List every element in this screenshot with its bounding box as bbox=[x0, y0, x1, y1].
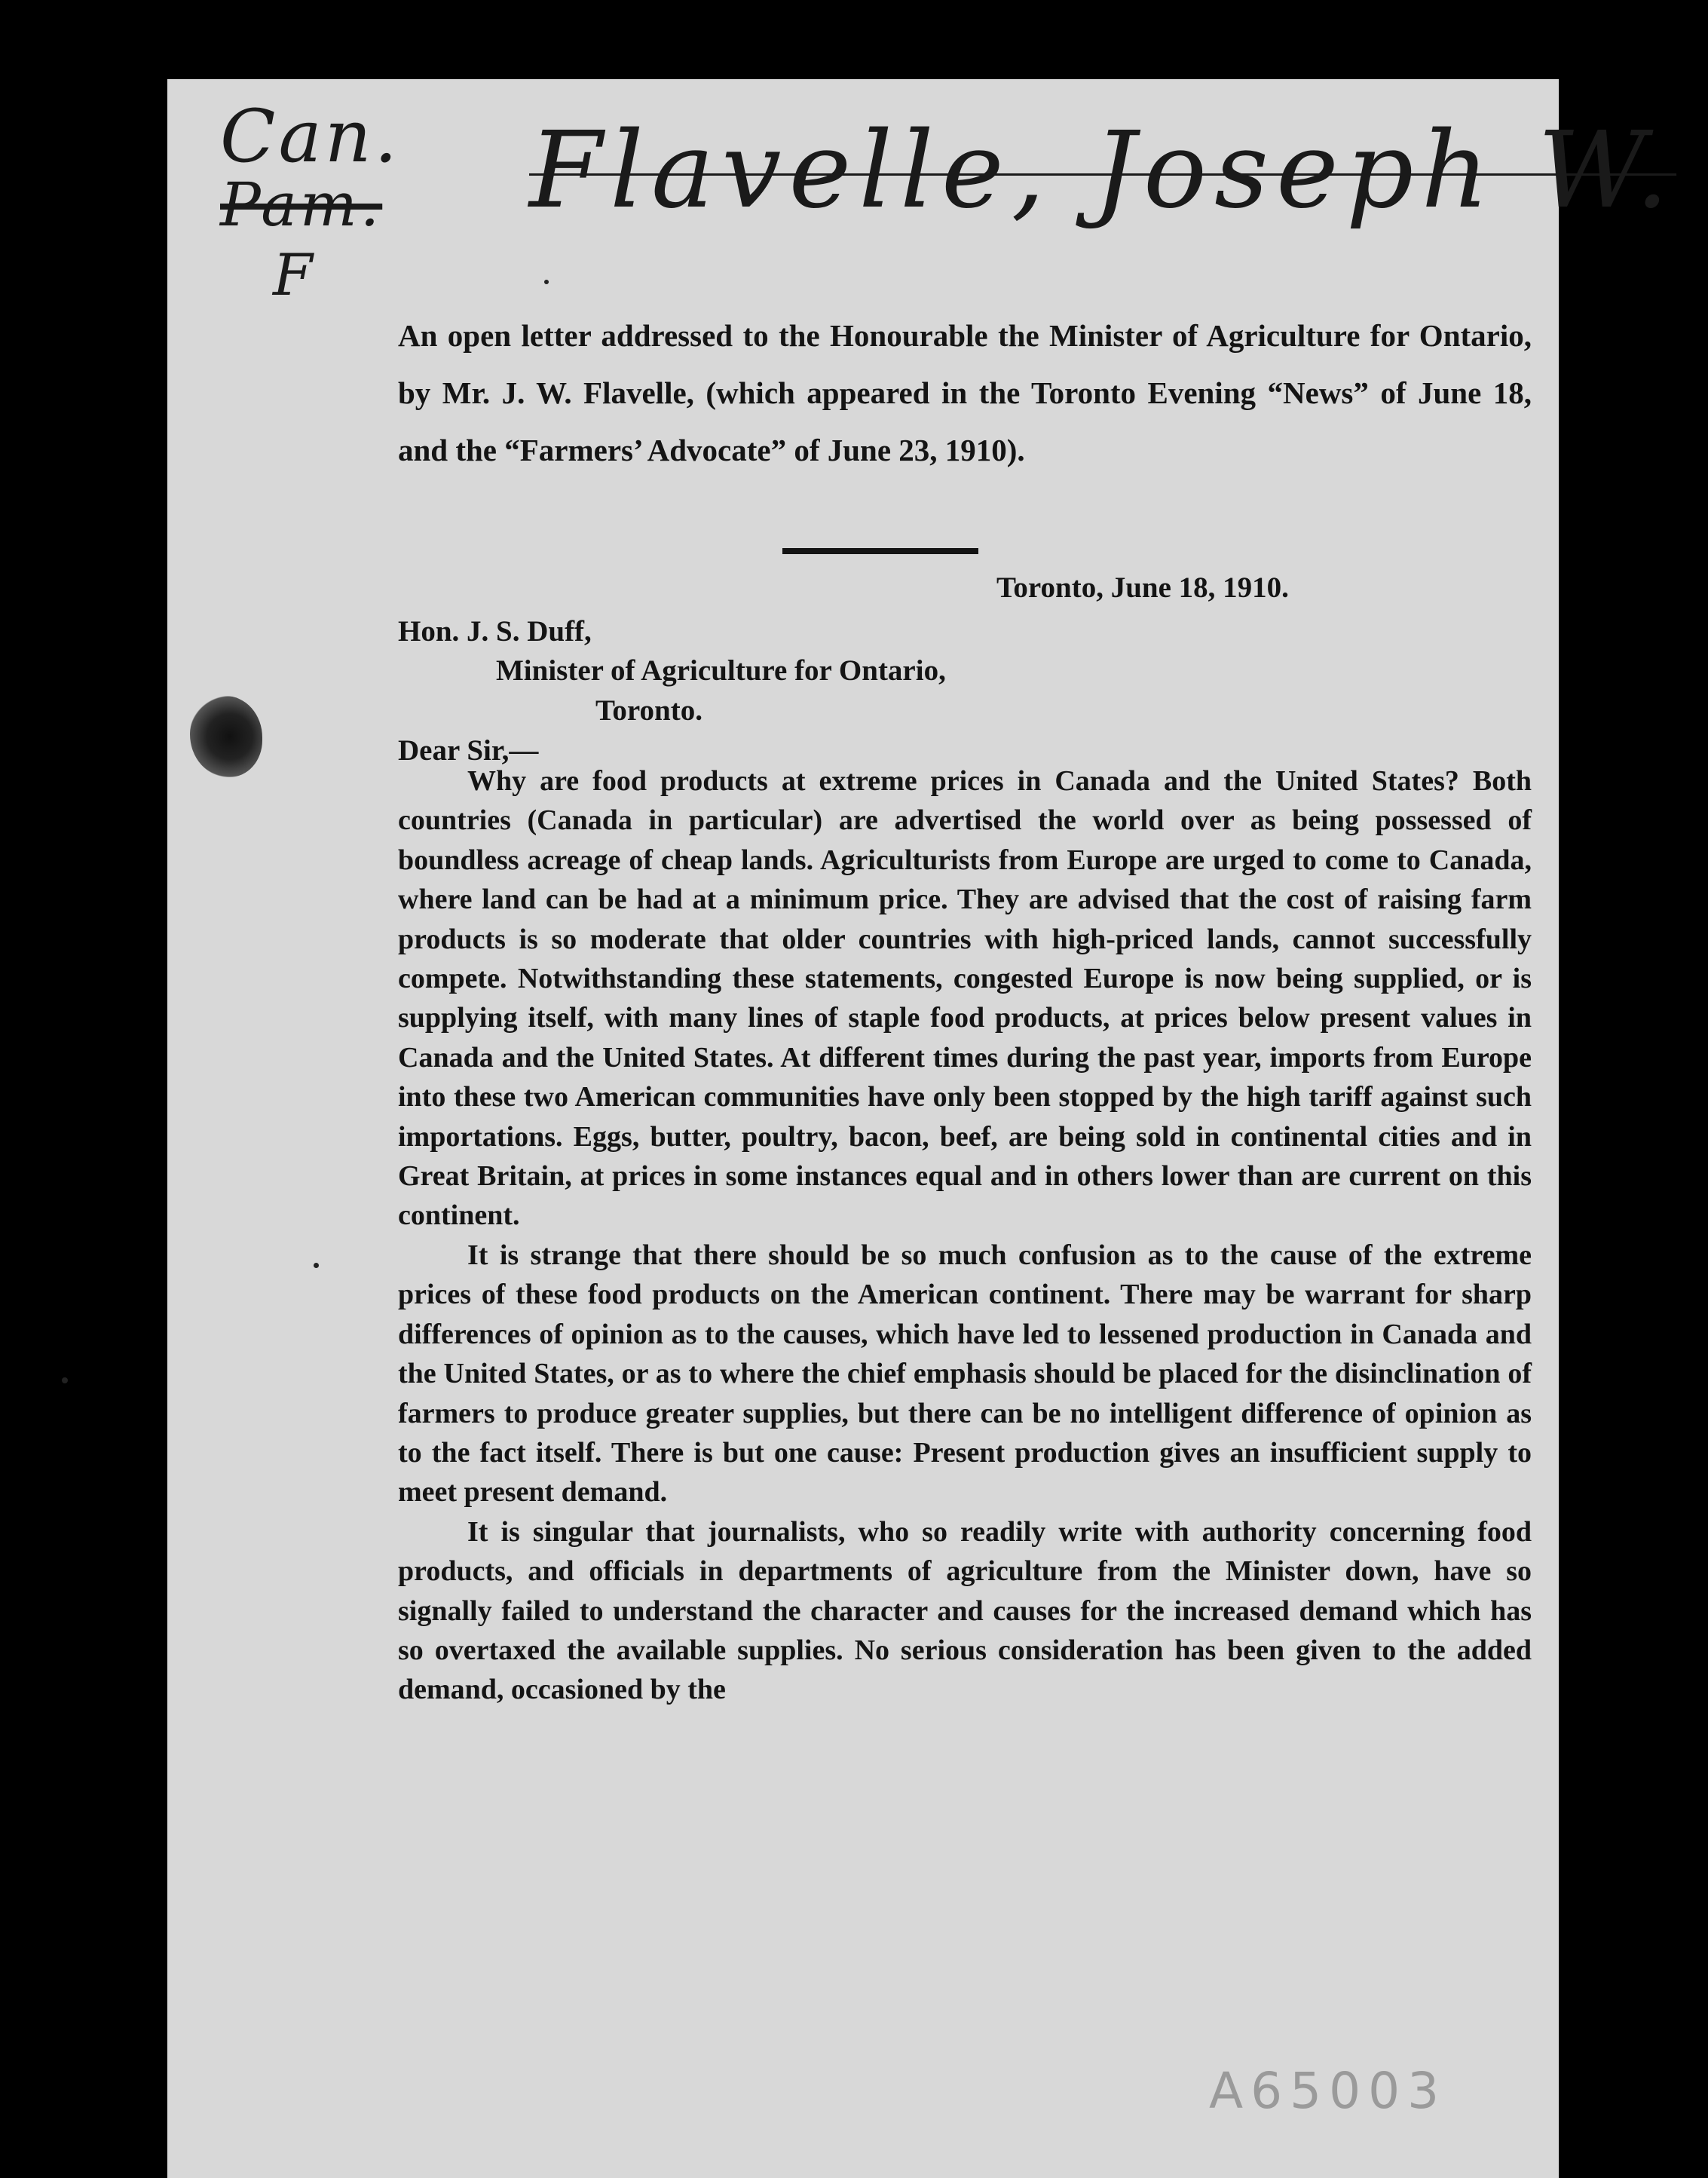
body-paragraph-3: It is singular that journalists, who so readily write with authority concerning food products, and officials in departments of agriculture from the Minister down, have so signally failed to understand the character and causes for the increased demand which has so overtaxed the available supplies. No serious consideration has been given to the added demand, occasioned by the bbox=[398, 1515, 1532, 1706]
handwritten-classification-pam: Pam. bbox=[220, 170, 383, 240]
letter-place-date: Toronto, June 18, 1910. bbox=[996, 571, 1289, 604]
speck bbox=[314, 1263, 319, 1268]
document-page bbox=[167, 79, 1677, 2178]
salutation: Dear Sir,— bbox=[398, 734, 539, 767]
body-paragraph-2: It is strange that there should be so much confusion as to the cause of the extreme prices of these food products on the American continent. There may be warrant for sharp differences of opinion as to the causes, which have led to lessened production in Canada and the United States, or as to where the chief emphasis should be placed for the disinclination of farmers to produce greater supplies, but there can be no intelligent difference of opinion as to the fact itself. There is but one cause: Present production gives an insufficient supply to meet present demand. bbox=[398, 1239, 1532, 1509]
speck bbox=[544, 280, 549, 284]
speck bbox=[62, 1377, 68, 1383]
intro-paragraph: An open letter addressed to the Honourable the Minister of Agriculture for Ontario, by Mr. J. W. Flavelle, (which appeared in the Toronto Evening “News” of June 18, and the “Farmers’ Advocate” of June 23, 1910). bbox=[398, 318, 1532, 467]
divider-rule bbox=[782, 548, 978, 554]
addressee-city: Toronto. bbox=[595, 694, 702, 727]
archive-stamp-number: A65003 bbox=[1209, 2062, 1447, 2120]
letter-body bbox=[398, 761, 1532, 1710]
addressee-name: Hon. J. S. Duff, bbox=[398, 615, 592, 648]
handwritten-author-name: Flavelle, Joseph W. bbox=[529, 109, 1677, 232]
body-paragraph-1: Why are food products at extreme prices in Canada and the United States? Both countries (Canada in particular) are advertised the world over as being possessed of boundless acreage of cheap lands. Agriculturists from Europe are urged to come to Canada, where land can be had at a minimum price. They are advised that the cost of raising farm products is so moderate that older countries with high-priced lands, cannot successfully compete. Notwithstanding these statements, congested Europe is now being supplied, or is supplying itself, with many lines of staple food products, at prices below present values in Canada and the United States. At different times during the past year, imports from Europe into these two American communities have only been stopped by the high tariff against such importations. Eggs, butter, poultry, bacon, beef, are being sold in continental cities and in Great Britain, at prices in some instances equal and in others lower than are current on this continent. bbox=[398, 765, 1532, 1232]
ink-smudge bbox=[190, 696, 262, 777]
handwritten-classification-can: Can. bbox=[220, 94, 401, 179]
addressee-title: Minister of Agriculture for Ontario, bbox=[496, 654, 946, 687]
handwritten-classification-f: F bbox=[273, 241, 313, 308]
